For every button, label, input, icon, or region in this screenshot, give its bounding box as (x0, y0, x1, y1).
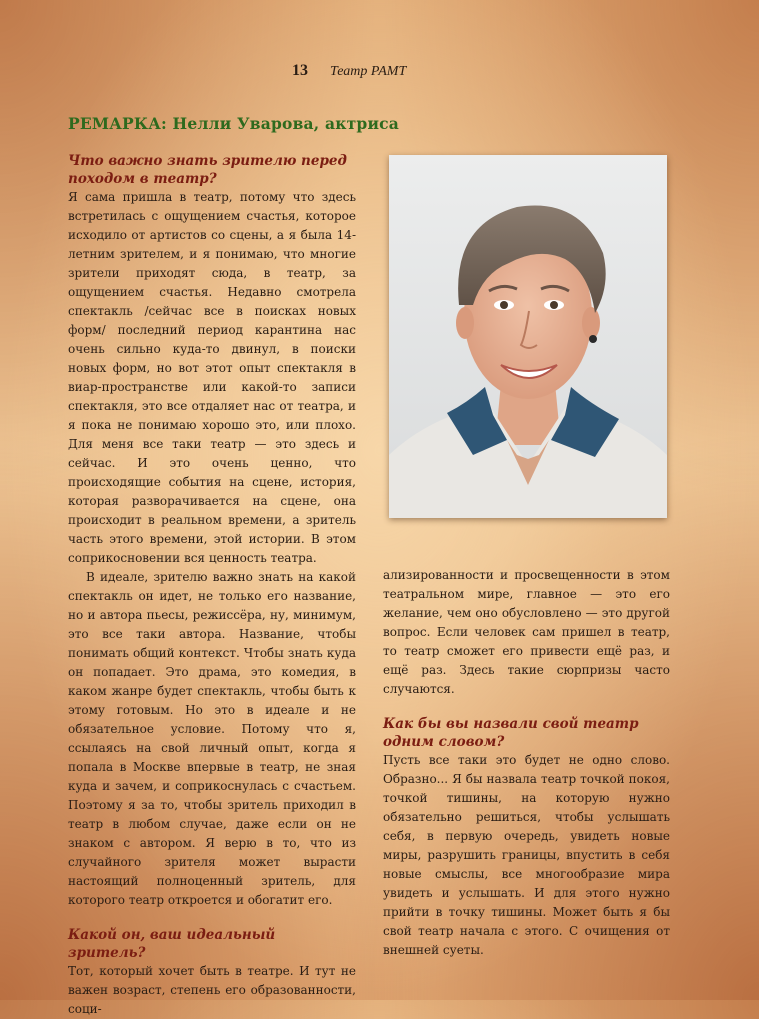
answer-1-paragraph-1: Я сама пришла в театр, потому что здесь встретилась с ощущением счастья, которое исходило от артистов со сцены, а я была 14-летним зрителем, и я понимаю, что многие зрители приходят сюда, в театр, за ощущением счастья. Недавно смотрела спектакль /сейчас все в поисках новых форм/ последний период карантина нас очень сильно куда-то двинул, в поиски новых форм, но вот этот опыт спектакля в виар-пространстве или какой-то записи спектакля, это все отдаляет нас от театра, и я пока не понимаю хорошо это, или плохо. Для меня все таки театр — это здесь и сейчас. И это очень ценно, что происходящие события на сцене, история, которая разворачивается на сцене, она происходит в реальном времени, а зритель часть этого времени, этой истории. В этом соприкосновении вся ценность театра. (68, 190, 356, 565)
running-title: Театр РАМТ (330, 64, 407, 79)
right-column (383, 566, 670, 960)
question-1: Что важно знать зрителю перед походом в театр? (68, 153, 347, 187)
page-number: 13 (292, 62, 308, 79)
answer-2-part-1: Тот, который хочет быть в театре. И тут не важен возраст, степень его образованности, соци- (68, 964, 356, 1016)
answer-3: Пусть все таки это будет не одно слово. Образно... Я бы назвала театр точкой покоя, точкой тишины, на которую нужно обязательно решиться, чтобы услышать себя, в первую очередь, увидеть новые миры, разрушить границы, впустить в себя новые смыслы, все многообразие мира увидеть и услышать. И для этого нужно прийти в точку тишины. Может быть я бы свой театр начала с этого. С очищения от внешней суеты. (383, 753, 670, 957)
page-header (292, 62, 406, 80)
question-3: Как бы вы назвали свой театр одним словом? (383, 716, 639, 750)
section-heading: РЕМАРКА: Нелли Уварова, актриса (68, 114, 400, 133)
answer-1-paragraph-2: В идеале, зрителю важно знать на какой спектакль он идет, не только его название, но и автора пьесы, режиссёра, ну, минимум, это все таки автора. Название, чтобы понимать общий контекст. Чтобы знать куда он попадает. Это драма, это комедия, в каком жанре будет спектакль, чтобы быть к этому готовым. Но это в идеале и не обязательное условие. Потому что я, ссылаясь на свой личный опыт, когда я попала в Москве впервые в театр, не зная куда и зачем, и соприкоснулась с счастьем. Поэтому я за то, чтобы зритель приходил в театр в любом случае, даже если он не знаком с автором. Я верю в то, что из случайного зрителя может вырасти настоящий полноценный зритель, для которого театр откроется и обогатит его. (68, 570, 356, 907)
left-column (68, 152, 356, 1019)
answer-2-part-2: ализированности и просвещенности в этом театральном мире, главное — это его желание, чем оно обусловлено — это другой вопрос. Если человек сам пришел в театр, то театр сможет его привести ещё раз, и ещё раз. Здесь такие сюрпризы часто случаются. (383, 568, 670, 696)
portrait-photo-icon (389, 155, 667, 518)
portrait-photo (389, 155, 667, 518)
question-2: Какой он, ваш идеальный зритель? (68, 927, 276, 961)
